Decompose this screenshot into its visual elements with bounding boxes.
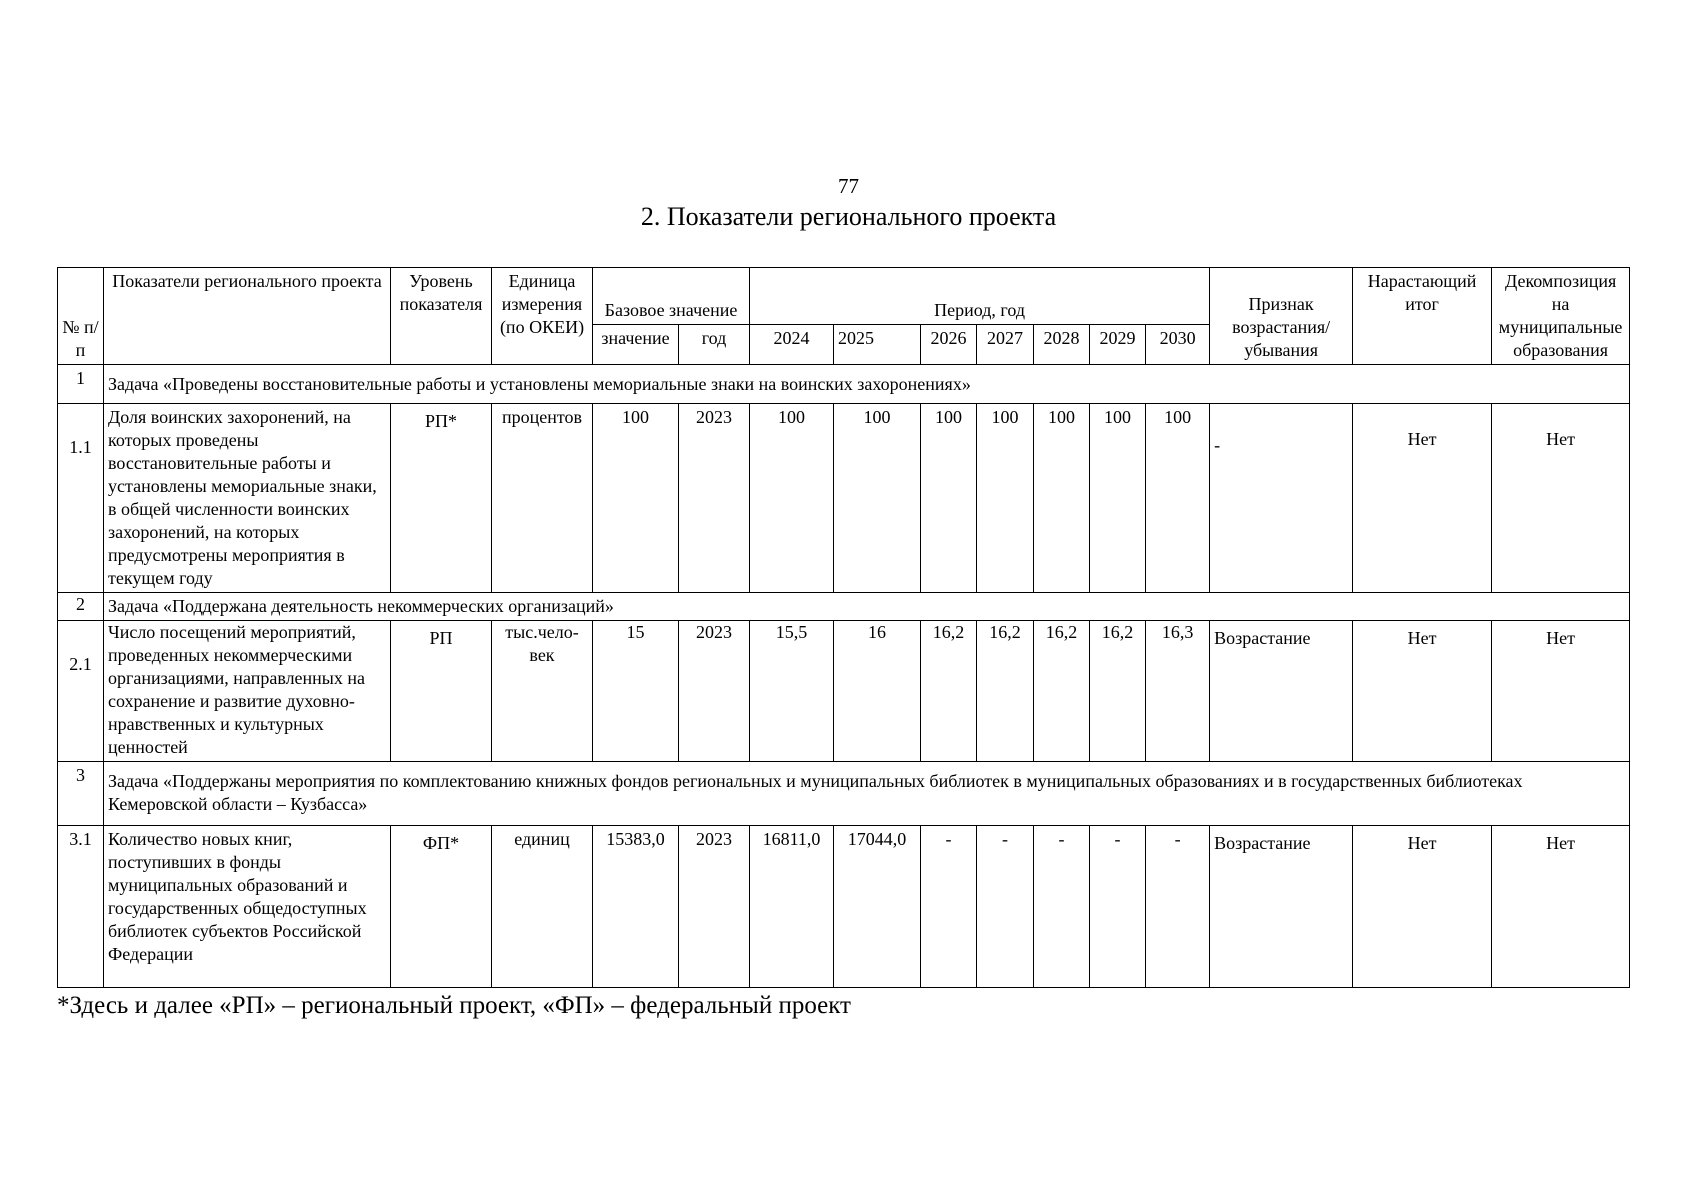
year-value: 100: [1146, 404, 1210, 593]
decomposition-value: Нет: [1492, 826, 1630, 988]
col-header-year: 2030: [1146, 324, 1210, 364]
col-header-level: Уровень показателя: [391, 268, 492, 365]
col-header-trend: Признак возрастания/ убывания: [1210, 268, 1353, 365]
decomposition-value: Нет: [1492, 404, 1630, 593]
year-value: 16,2: [921, 621, 977, 762]
indicator-level: РП*: [391, 404, 492, 593]
trend-value: -: [1210, 404, 1353, 593]
year-value: 16,2: [1090, 621, 1146, 762]
year-value: 100: [1090, 404, 1146, 593]
year-value: -: [1090, 826, 1146, 988]
indicator-level: ФП*: [391, 826, 492, 988]
year-value: 16,2: [977, 621, 1034, 762]
indicator-level: РП: [391, 621, 492, 762]
task-title: Задача «Проведены восстановительные работы и установлены мемориальные знаки на воинских захоронениях»: [104, 365, 1630, 404]
year-value: 100: [921, 404, 977, 593]
indicator-row: [58, 404, 1630, 593]
col-header-year: 2025: [834, 324, 921, 364]
task-row: [58, 593, 1630, 621]
task-number: 2: [58, 593, 104, 621]
row-number: 3.1: [58, 826, 104, 988]
year-value: 100: [977, 404, 1034, 593]
indicator-row: [58, 621, 1630, 762]
trend-value: Возрастание: [1210, 826, 1353, 988]
trend-value: Возрастание: [1210, 621, 1353, 762]
col-header-year: 2027: [977, 324, 1034, 364]
indicator-unit: процентов: [492, 404, 593, 593]
col-header-indicator: Показатели регионального проекта: [104, 268, 391, 365]
task-row: [58, 365, 1630, 404]
row-number: 2.1: [58, 621, 104, 762]
task-title: Задача «Поддержана деятельность некоммерческих организаций»: [104, 593, 1630, 621]
table-header-row: [58, 268, 1630, 325]
col-header-year: 2028: [1034, 324, 1090, 364]
year-value: 100: [834, 404, 921, 593]
year-value: -: [1034, 826, 1090, 988]
base-value: 100: [593, 404, 679, 593]
year-value: 16,3: [1146, 621, 1210, 762]
indicator-name: Доля воинских захоронений, на которых проведены восстановительные работы и установлены мемориальные знаки, в общей численности воинских захоронений, на которых предусмотрены мероприятия в текущем году: [104, 404, 391, 593]
year-value: 100: [1034, 404, 1090, 593]
year-value: 15,5: [750, 621, 834, 762]
cumulative-value: Нет: [1353, 621, 1492, 762]
cumulative-value: Нет: [1353, 404, 1492, 593]
col-header-num: № п/п: [58, 268, 104, 365]
indicator-name: Число посещений мероприятий, проведенных некоммерческими организациями, направленных на сохранение и развитие духовно-нравственных и культурных ценностей: [104, 621, 391, 762]
indicators-table: [57, 267, 1630, 988]
task-number: 3: [58, 762, 104, 826]
year-value: -: [977, 826, 1034, 988]
col-header-year: 2026: [921, 324, 977, 364]
col-header-cumulative: Нарастающий итог: [1353, 268, 1492, 365]
year-value: 17044,0: [834, 826, 921, 988]
task-title: Задача «Поддержаны мероприятия по комплектованию книжных фондов региональных и муниципальных библиотек в муниципальных образованиях и в государственных библиотеках Кемеровской области – Кузбасса»: [104, 762, 1630, 826]
row-number: 1.1: [58, 404, 104, 593]
indicator-row: [58, 826, 1630, 988]
base-year: 2023: [679, 404, 750, 593]
col-header-year: 2024: [750, 324, 834, 364]
base-value: 15383,0: [593, 826, 679, 988]
year-value: -: [921, 826, 977, 988]
year-value: 16,2: [1034, 621, 1090, 762]
year-value: 16811,0: [750, 826, 834, 988]
col-header-base-value: значение: [593, 324, 679, 364]
decomposition-value: Нет: [1492, 621, 1630, 762]
indicator-unit: тыс.чело-век: [492, 621, 593, 762]
col-header-base: Базовое значение: [593, 268, 750, 325]
col-header-year: 2029: [1090, 324, 1146, 364]
year-value: 100: [750, 404, 834, 593]
page-title: 2. Показатели регионального проекта: [640, 202, 1057, 231]
base-value: 15: [593, 621, 679, 762]
year-value: -: [1146, 826, 1210, 988]
page-number: 77: [838, 174, 859, 198]
col-header-unit: Единица измерения (по ОКЕИ): [492, 268, 593, 365]
base-year: 2023: [679, 826, 750, 988]
task-row: [58, 762, 1630, 826]
col-header-base-year: год: [679, 324, 750, 364]
col-header-decomposition: Декомпозиция на муниципальные образования: [1492, 268, 1630, 365]
year-value: 16: [834, 621, 921, 762]
indicator-unit: единиц: [492, 826, 593, 988]
base-year: 2023: [679, 621, 750, 762]
indicator-name: Количество новых книг, поступивших в фонды муниципальных образований и государственных общедоступных библиотек субъектов Российской Федерации: [104, 826, 391, 988]
task-number: 1: [58, 365, 104, 404]
col-header-period: Период, год: [750, 268, 1210, 325]
cumulative-value: Нет: [1353, 826, 1492, 988]
footnote: *Здесь и далее «РП» – региональный проект, «ФП» – федеральный проект: [57, 992, 851, 1019]
